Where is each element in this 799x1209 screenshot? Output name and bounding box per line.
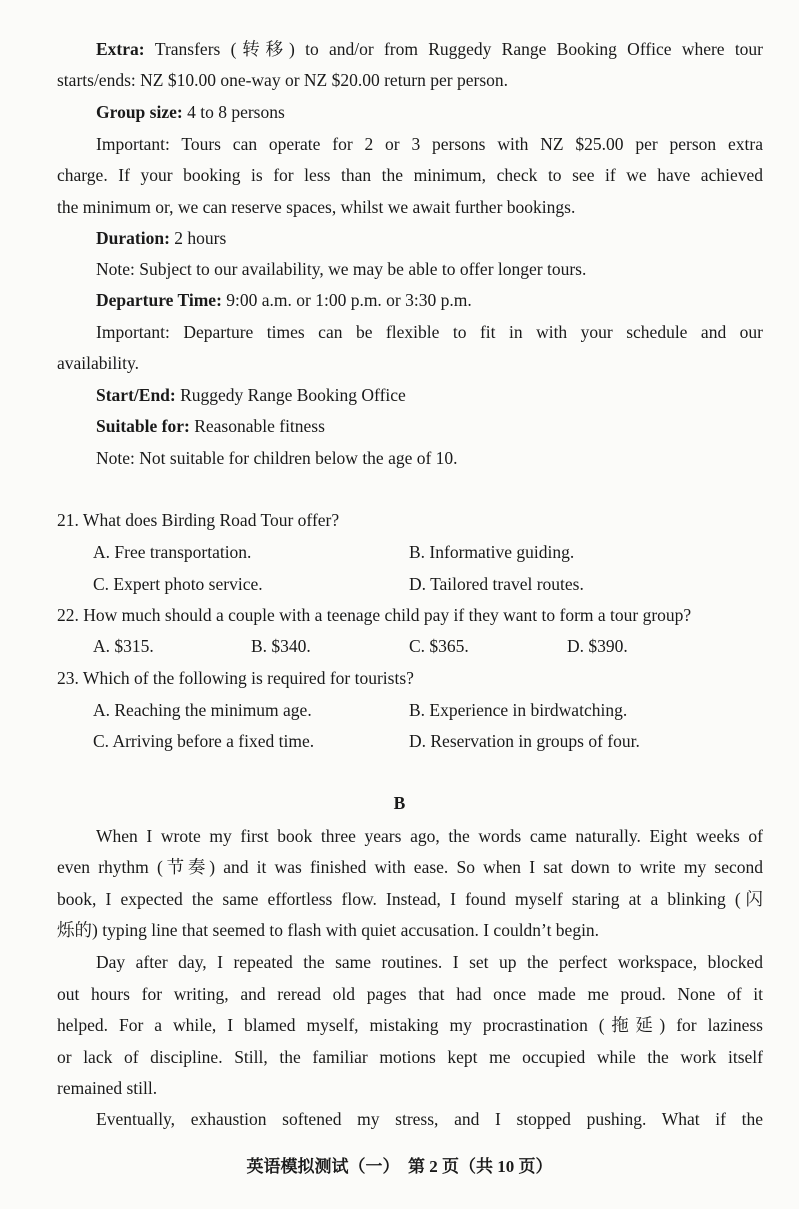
important-2-line-2: availability. — [57, 353, 139, 373]
departure-label: Departure Time — [96, 290, 217, 310]
question-21-stem: 21. What does Birding Road Tour offer? — [57, 510, 340, 530]
important-1-line-3: the minimum or, we can reserve spaces, whilst we await further bookings. — [57, 197, 576, 217]
important-2-line-1: Important: Departure times can be flexible to fit in with your schedule and our — [96, 322, 763, 342]
extra-line-2: starts/ends: NZ $10.00 one-way or NZ $20.00 return per person. — [57, 70, 509, 90]
group-size-label: Group size — [96, 102, 177, 122]
question-22-stem: 22. How much should a couple with a teenage child pay if they want to form a tour group? — [57, 605, 692, 625]
question-22-option-b: B. $340. — [251, 636, 311, 656]
passage-p3-line-1: Eventually, exhaustion softened my stress, and I stopped pushing. What if the — [96, 1109, 763, 1129]
passage-p2-line-1: Day after day, I repeated the same routines. I set up the perfect workspace, blocked — [96, 952, 763, 972]
passage-p2-line-2: out hours for writing, and reread old pages that had once made me proud. None of it — [57, 984, 763, 1004]
question-21-option-d: D. Tailored travel routes. — [409, 574, 584, 594]
question-23-option-d: D. Reservation in groups of four. — [409, 731, 640, 751]
question-22-option-d: D. $390. — [567, 636, 628, 656]
question-23-option-b: B. Experience in birdwatching. — [409, 700, 628, 720]
extra-line-1: Extra: Transfers (转移) to and/or from Ruggedy Range Booking Office where tour — [96, 39, 764, 59]
note-2: Note: Not suitable for children below the age of 10. — [96, 448, 458, 468]
suitable-for: Suitable for: Reasonable fitness — [96, 416, 325, 436]
question-22-option-a: A. $315. — [93, 636, 154, 656]
passage-p1-line-3: book, I expected the same effortless flow. Instead, I found myself staring at a blinking (闪 — [57, 889, 763, 909]
passage-p2-line-4: or lack of discipline. Still, the familiar motions kept me occupied while the work itself — [57, 1047, 763, 1067]
important-1-line-2: charge. If your booking is for less than the minimum, check to see if we have achieved — [57, 165, 763, 185]
question-23-stem: 23. Which of the following is required for tourists? — [57, 668, 414, 688]
passage-p1-line-1: When I wrote my first book three years ago, the words came naturally. Eight weeks of — [96, 826, 763, 846]
question-23-option-c: C. Arriving before a fixed time. — [93, 731, 315, 751]
question-21-option-b: B. Informative guiding. — [409, 542, 575, 562]
suitable-label: Suitable for — [96, 416, 184, 436]
duration-label: Duration — [96, 228, 165, 248]
departure-value: 9:00 a.m. or 1:00 p.m. or 3:30 p.m. — [226, 290, 472, 310]
start-end: Start/End: Ruggedy Range Booking Office — [96, 385, 406, 405]
page-footer: 英语模拟测试（一） 第 2 页（共 10 页） — [246, 1157, 553, 1176]
duration-value: 2 hours — [174, 228, 227, 248]
suitable-value: Reasonable fitness — [194, 416, 325, 436]
extra-label: Extra — [96, 39, 139, 59]
passage-p1-line-2: even rhythm (节奏) and it was finished with ease. So when I sat down to write my second — [57, 857, 763, 877]
passage-p1-line-4: 烁的) typing line that seemed to flash with quiet accusation. I couldn’t begin. — [57, 920, 600, 940]
group-size-value: 4 to 8 persons — [187, 102, 285, 122]
start-end-value: Ruggedy Range Booking Office — [180, 385, 406, 405]
start-end-label: Start/End — [96, 385, 170, 405]
question-23-option-a: A. Reaching the minimum age. — [93, 700, 312, 720]
question-21-option-c: C. Expert photo service. — [93, 574, 263, 594]
passage-p2-line-3: helped. For a while, I blamed myself, mistaking my procrastination (拖延) for laziness — [57, 1015, 763, 1035]
extra-text: Transfers (转移) to and/or from Ruggedy Range Booking Office where tour — [154, 39, 764, 59]
departure-time: Departure Time: 9:00 a.m. or 1:00 p.m. or 3:30 p.m. — [96, 290, 472, 310]
important-1-line-1: Important: Tours can operate for 2 or 3 persons with NZ $25.00 per person extra — [96, 134, 763, 154]
group-size: Group size: 4 to 8 persons — [96, 102, 285, 122]
note-1: Note: Subject to our availability, we may be able to offer longer tours. — [96, 259, 587, 279]
section-b-heading: B — [393, 793, 406, 813]
duration: Duration: 2 hours — [96, 228, 227, 248]
question-22-option-c: C. $365. — [409, 636, 469, 656]
question-21-option-a: A. Free transportation. — [93, 542, 252, 562]
passage-p2-line-5: remained still. — [57, 1078, 158, 1098]
